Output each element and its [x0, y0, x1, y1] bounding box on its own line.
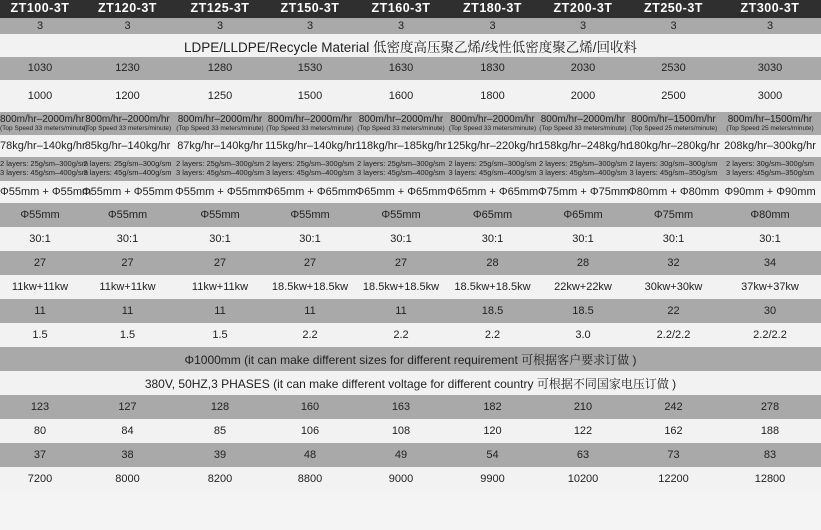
cell: 160 — [300, 400, 320, 413]
cell: 1800 — [480, 89, 505, 102]
cell — [175, 160, 265, 177]
cell-line-2: (Top Speed 33 meters/minute) — [83, 125, 172, 133]
cell: 30 — [763, 304, 777, 317]
cell: 22kw+22kw — [554, 280, 612, 293]
cell: Φ80mm + Φ80mm — [628, 185, 720, 198]
cell: 123 — [30, 400, 50, 413]
cell: Φ65mm + Φ65mm — [355, 185, 447, 198]
spec-row — [0, 135, 821, 157]
cell — [0, 159, 88, 177]
cell: Φ75mm + Φ75mm — [538, 185, 630, 198]
cell-line-1: 800m/hr–2000m/hr — [0, 114, 85, 126]
cell-line-2: (Top Speed 25 meters/minute) — [629, 125, 718, 133]
spec-row-span — [0, 347, 821, 371]
cell: 1230 — [115, 62, 140, 75]
cell: 106 — [300, 424, 320, 437]
cell: Φ55mm + Φ55mm — [0, 185, 92, 198]
spec-row — [0, 157, 821, 181]
cell — [538, 114, 628, 133]
cell: Φ75mm — [653, 208, 694, 221]
cell: 9900 — [480, 472, 505, 485]
row-span-text: Φ1000mm (it can make different sizes for different requirement 可根据客户要求订做 ) — [184, 352, 637, 367]
spec-row-span — [0, 371, 821, 395]
cell: 163 — [391, 400, 411, 413]
cell: 18.5 — [481, 304, 504, 317]
cell: 7200 — [27, 472, 53, 485]
cell — [628, 114, 719, 133]
cell: 188 — [760, 424, 780, 437]
cell: 49 — [394, 448, 408, 461]
column-header: ZT100-3T — [10, 1, 70, 16]
cell: 27 — [394, 256, 408, 269]
cell: 18.5kw+18.5kw — [271, 280, 349, 293]
cell: Φ65mm — [563, 208, 603, 221]
spec-row — [0, 57, 821, 80]
cell: 3 — [216, 19, 224, 32]
row-span-text: LDPE/LLDPE/Recycle Material 低密度高压聚乙烯/线性低密度聚乙烯/回收料 — [183, 39, 638, 55]
cell-line-1: 2 layers: 25g/sm–300g/sm — [357, 159, 445, 169]
cell-line-2: (Top Speed 33 meters/minute) — [266, 125, 354, 133]
cell: 128 — [210, 400, 230, 413]
cell: 9000 — [388, 472, 414, 485]
cell: 48 — [303, 448, 317, 461]
cell: 2530 — [661, 62, 686, 75]
cell: 39 — [213, 448, 227, 461]
spec-row-span — [0, 34, 821, 57]
cell: 78kg/hr–140kg/hr — [0, 139, 86, 152]
cell: 22 — [667, 304, 680, 317]
cell: 85kg/hr–140kg/hr — [84, 139, 171, 152]
cell-line-1: 800m/hr–2000m/hr — [540, 114, 626, 126]
cell: 30:1 — [116, 232, 139, 245]
column-header: ZT150-3T — [280, 1, 340, 16]
cell: 2000 — [570, 89, 596, 102]
cell: 1280 — [207, 62, 233, 75]
cell-line-2: 3 layers: 45g/sm–400g/sm — [83, 168, 172, 177]
cell: 8200 — [207, 472, 233, 485]
cell: 18.5kw+18.5kw — [454, 280, 531, 293]
cell: 180kg/hr–280kg/hr — [628, 139, 720, 152]
cell: 3 — [36, 19, 44, 32]
cell: 10200 — [567, 472, 599, 485]
cell: 162 — [664, 424, 683, 437]
cell — [447, 160, 538, 177]
cell: Φ65mm + Φ65mm — [265, 185, 357, 198]
cell: 2.2 — [484, 328, 501, 341]
cell: 11kw+11kw — [11, 280, 69, 293]
cell: Φ55mm + Φ55mm — [81, 185, 174, 198]
spec-row — [0, 181, 821, 203]
cell-line-1: 800m/hr–1500m/hr — [727, 114, 813, 126]
cell: 3 — [124, 19, 131, 32]
cell-line-2: 3 layers: 45g/sm–400g/sm — [266, 168, 354, 177]
cell: 30:1 — [662, 232, 685, 245]
cell — [355, 114, 447, 133]
cell: 8800 — [297, 472, 323, 485]
cell: 108 — [391, 424, 411, 437]
cell: 1.5 — [212, 328, 228, 341]
cell: 27 — [303, 256, 317, 269]
cell: 2.2/2.2 — [656, 328, 691, 341]
cell-line-1: 2 layers: 30g/sm–300g/sm — [629, 159, 718, 169]
cell: 37 — [33, 448, 47, 461]
cell: 85 — [213, 424, 227, 437]
cell: 84 — [121, 424, 134, 437]
cell: 127 — [118, 400, 137, 413]
cell: 27 — [213, 256, 227, 269]
cell: 1200 — [115, 89, 140, 102]
cell-line-1: 800m/hr–2000m/hr — [450, 114, 535, 126]
cell: 1600 — [388, 89, 414, 102]
spec-row — [0, 467, 821, 491]
column-header: ZT160-3T — [371, 1, 431, 16]
cell-line-2: 3 layers: 45g/sm–400g/sm — [176, 168, 264, 177]
cell — [447, 114, 538, 133]
cell: 2030 — [570, 62, 596, 75]
column-header: ZT125-3T — [190, 1, 250, 16]
header-row — [0, 0, 821, 18]
cell-line-2: 3 layers: 45g/sm–400g/sm — [0, 168, 88, 177]
cell: 1.5 — [119, 328, 136, 341]
spec-row — [0, 112, 821, 135]
column-header: ZT250-3T — [644, 1, 703, 16]
cell: Φ55mm — [107, 208, 148, 221]
column-header: ZT180-3T — [463, 1, 522, 16]
cell: 80 — [33, 424, 47, 437]
cell-line-2: (Top Speed 33 meters/minute) — [539, 125, 627, 133]
cell-line-1: 2 layers: 25g/sm–300g/sm — [83, 159, 172, 169]
cell: 11kw+11kw — [99, 280, 156, 293]
cell: 3 — [766, 19, 774, 32]
cell: 3 — [579, 19, 587, 32]
cell: 28 — [486, 256, 499, 269]
cell — [80, 114, 175, 133]
cell: 125kg/hr–220kg/hr — [447, 139, 539, 152]
cell: 1000 — [27, 89, 53, 102]
cell — [719, 114, 821, 133]
cell: 120 — [483, 424, 502, 437]
cell: 30kw+30kw — [644, 280, 703, 293]
cell: 12200 — [658, 472, 689, 485]
cell: 30:1 — [209, 232, 231, 245]
cell: 18.5kw+18.5kw — [362, 280, 440, 293]
cell: 1500 — [297, 89, 323, 102]
cell-line-2: 3 layers: 45g/sm–350g/sm — [629, 168, 718, 177]
cell: 83 — [763, 448, 777, 461]
cell: 34 — [763, 256, 777, 269]
cell: 118kg/hr–185kg/hr — [355, 139, 447, 152]
cell: 18.5 — [572, 304, 594, 317]
cell: 30:1 — [29, 232, 51, 245]
cell — [265, 114, 355, 133]
spec-row — [0, 227, 821, 251]
cell: 1630 — [388, 62, 414, 75]
cell: Φ65mm — [472, 208, 513, 221]
spec-row — [0, 18, 821, 34]
spec-row — [0, 203, 821, 227]
cell: 11 — [121, 304, 134, 317]
cell: Φ55mm — [290, 208, 330, 221]
cell: 1830 — [480, 62, 505, 75]
cell: 11 — [214, 304, 226, 317]
cell: 30:1 — [390, 232, 412, 245]
cell — [628, 160, 719, 177]
spec-row — [0, 299, 821, 323]
cell: 30:1 — [481, 232, 504, 245]
cell: 158kg/hr–248kg/hr — [538, 139, 630, 152]
cell: 1530 — [297, 62, 323, 75]
cell: Φ55mm — [20, 208, 60, 221]
cell: 182 — [483, 400, 502, 413]
cell-line-1: 2 layers: 25g/sm–300g/sm — [0, 159, 88, 169]
cell: 27 — [121, 256, 134, 269]
spec-row — [0, 443, 821, 467]
cell: 278 — [760, 400, 780, 413]
cell: 87kg/hr–140kg/hr — [177, 139, 263, 152]
cell: 3 — [489, 19, 496, 32]
cell: 30:1 — [759, 232, 781, 245]
cell: 1030 — [27, 62, 53, 75]
cell: 11 — [395, 304, 407, 317]
cell — [175, 114, 265, 133]
cell: 11kw+11kw — [191, 280, 249, 293]
cell: 63 — [576, 448, 590, 461]
cell: 1250 — [207, 89, 233, 102]
cell: Φ55mm — [200, 208, 240, 221]
cell: 30:1 — [299, 232, 321, 245]
cell: 2.2 — [393, 328, 409, 341]
cell: Φ55mm — [381, 208, 421, 221]
cell: 2500 — [661, 89, 686, 102]
cell: 115kg/hr–140kg/hr — [265, 139, 356, 152]
cell: Φ55mm + Φ55mm — [175, 185, 267, 198]
cell: Φ80mm — [750, 208, 790, 221]
cell: 3.0 — [575, 328, 591, 341]
spec-row — [0, 323, 821, 347]
cell: 11 — [304, 304, 316, 317]
spec-row — [0, 251, 821, 275]
cell: 32 — [667, 256, 680, 269]
cell-line-2: 3 layers: 45g/sm–400g/sm — [357, 168, 445, 177]
cell: 208kg/hr–300kg/hr — [724, 139, 816, 152]
cell-line-1: 800m/hr–2000m/hr — [358, 114, 444, 126]
cell: 2.2 — [302, 328, 318, 341]
cell-line-2: (Top Speed 33 meters/minute) — [0, 125, 88, 133]
cell: 242 — [664, 400, 683, 413]
cell-line-1: 2 layers: 25g/sm–300g/sm — [539, 159, 627, 169]
spec-row — [0, 80, 821, 112]
cell-line-2: (Top Speed 33 meters/minute) — [176, 125, 264, 133]
cell: Φ90mm + Φ90mm — [724, 185, 816, 198]
spec-row — [0, 395, 821, 419]
cell: 8000 — [115, 472, 140, 485]
cell-line-1: 800m/hr–2000m/hr — [85, 114, 170, 126]
cell: 38 — [121, 448, 134, 461]
cell: 1.5 — [32, 328, 48, 341]
column-header: ZT120-3T — [98, 1, 157, 16]
cell: 37kw+37kw — [741, 280, 799, 293]
row-span-text: 380V, 50HZ,3 PHASES (it can make different voltage for different country 可根据不同国家电压订做 ) — [144, 376, 677, 391]
spec-row — [0, 275, 821, 299]
cell — [355, 160, 447, 177]
cell: 28 — [576, 256, 590, 269]
cell-line-2: 3 layers: 45g/sm–400g/sm — [448, 168, 537, 177]
cell: 3 — [306, 19, 314, 32]
cell — [538, 160, 628, 177]
cell-line-1: 800m/hr–2000m/hr — [267, 114, 353, 126]
cell — [0, 114, 88, 133]
column-header: ZT200-3T — [553, 1, 613, 16]
cell: 3 — [397, 19, 405, 32]
cell: 27 — [33, 256, 47, 269]
cell-line-2: (Top Speed 25 meters/minute) — [726, 125, 814, 133]
cell: 73 — [667, 448, 680, 461]
cell: 122 — [573, 424, 593, 437]
cell: Φ65mm + Φ65mm — [447, 185, 539, 198]
cell: 210 — [573, 400, 593, 413]
column-header: ZT300-3T — [740, 1, 800, 16]
cell — [719, 160, 821, 177]
cell-line-2: (Top Speed 33 meters/minute) — [357, 125, 445, 133]
cell-line-1: 2 layers: 25g/sm–300g/sm — [266, 159, 354, 169]
cell: 54 — [486, 448, 499, 461]
cell-line-1: 800m/hr–1500m/hr — [631, 114, 716, 126]
cell: 30:1 — [572, 232, 594, 245]
cell-line-1: 2 layers: 25g/sm–300g/sm — [176, 159, 264, 169]
cell-line-2: 3 layers: 45g/sm–350g/sm — [726, 168, 814, 177]
cell: 11 — [34, 304, 46, 317]
cell-line-2: (Top Speed 33 meters/minute) — [448, 125, 537, 133]
cell: 3000 — [757, 89, 783, 102]
cell: 12800 — [754, 472, 786, 485]
spec-row — [0, 419, 821, 443]
cell: 2.2/2.2 — [753, 328, 787, 341]
cell-line-1: 2 layers: 25g/sm–300g/sm — [448, 159, 537, 169]
cell-line-1: 2 layers: 30g/sm–300g/sm — [726, 159, 814, 169]
cell — [80, 160, 175, 177]
cell: 3 — [670, 19, 677, 32]
cell: 3030 — [757, 62, 783, 75]
cell-line-1: 800m/hr–2000m/hr — [177, 114, 263, 126]
cell-line-2: 3 layers: 45g/sm–400g/sm — [539, 168, 627, 177]
cell — [265, 160, 355, 177]
